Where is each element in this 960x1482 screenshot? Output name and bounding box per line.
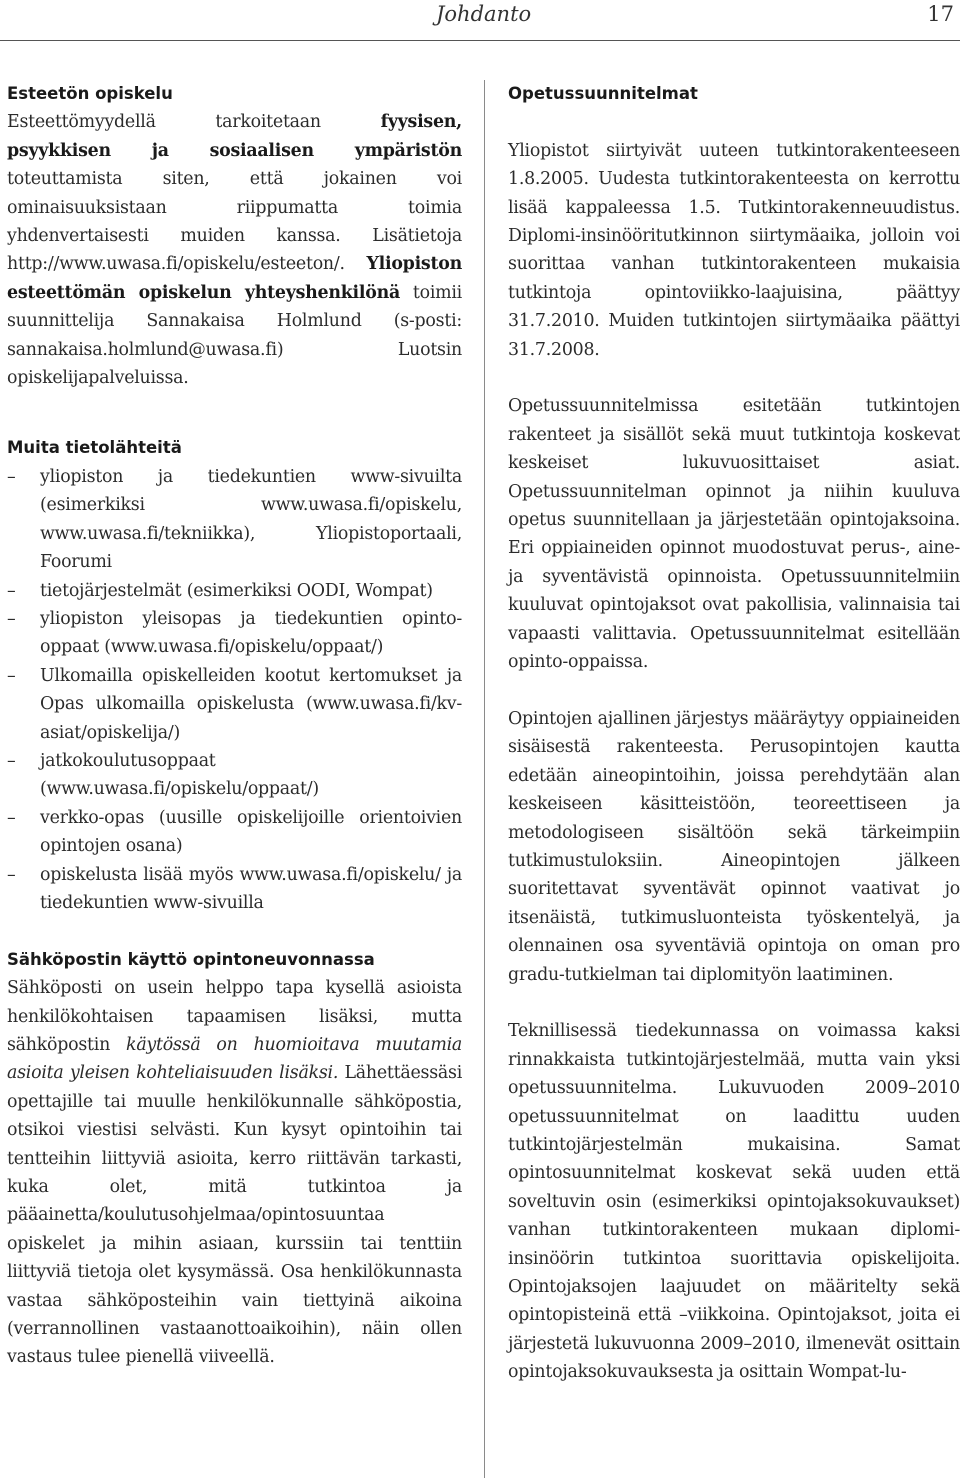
running-title: Johdanto [436, 2, 532, 26]
paragraph: Opintojen ajallinen järjestys määräytyy oppiaineiden sisäisestä rakenteesta. Perusopintojen kautta edetään aineopintoihin, joissa perehdytään alan keskeiseen käsitteistöön, teoreettiseen ja metodologiseen sisältöön sekä tärkeimpiin tutkimustuloksiin. Aineopintojen jälkeen suoritettavat syventävät opinnot vaativat jo itsenäistä, tutkimusluonteista työskentelyä, ja olennainen osa syventäviä opintoja on oman pro gradu-tutkielman tai diplomityön laatiminen. [508, 708, 960, 985]
section-other-sources [7, 434, 462, 917]
section-email-use [7, 946, 462, 1372]
list-item: – jatkokoulutusoppaat (www.uwasa.fi/opiskelu/oppaat/) [7, 747, 462, 804]
paragraph: Opetussuunnitelmissa esitetään tutkintojen rakenteet ja sisällöt sekä muut tutkintoja koskevat keskeiset lukuvuosittaiset asiat. Opetussuunnitelman opinnot ja niihin kuuluva opetus suunnitellaan ja järjestetään opintojaksoina. Eri oppiaineiden opinnot muodostuvat perus-, aine- ja syventävistä opinnoista. Opetussuunnitelmiin kuuluvat opintojaksot ovat pakollisia, valinnaisia tai vapaasti valittavia. Opetussuunnitelmat esitellään opinto-oppaissa. [508, 396, 960, 673]
list-item: – verkko-opas (uusille opiskelijoille orientoivien opintojen osana) [7, 804, 462, 861]
list-item: – Ulkomailla opiskelleiden kootut kertomukset ja Opas ulkomailla opiskelusta (www.uwasa.fi/kv-asiat/opiskelija/) [7, 662, 462, 747]
section-heading: Esteetön opiskelu [7, 84, 173, 103]
list-item: – yliopiston ja tiedekuntien www-sivuilta (esimerkiksi www.uwasa.fi/opiskelu, www.uwasa.fi/tekniikka), Yliopistoportaali, Foorumi [7, 463, 462, 577]
right-column [508, 80, 960, 1387]
column-divider [484, 80, 485, 1478]
section-heading: Sähköpostin käyttö opintoneuvonnassa [7, 949, 375, 969]
paragraph: Teknillisessä tiedekunnassa on voimassa kaksi rinnakkaista tutkintojärjestelmää, mutta vain yksi opetussuunnitelma. Lukuvuoden 2009–2010 opetussuunnitelmat on laadittu uuden tutkintojärjestelmän mukaisina. Samat opintosuunnitelmat koskevat sekä uuden että soveltuvin osin (esimerkiksi opintojaksokuvaukset) vanhan tutkintorakenteen mukaan diplomi-insinöörin tutkintoa suorittavia opiskelijoita. Opintojaksojen laajuudet on määritelty sekä opintopisteinä että –viikkoina. Opintojaksot, joita ei järjestetä lukuvuonna 2009–2010, ilmenevät osittain opintojaksokuvauksesta ja osittain Wompat-lu- [508, 1021, 960, 1383]
sources-list [7, 463, 462, 918]
page-number: 17 [927, 2, 954, 26]
paragraph: Sähköposti on usein helppo tapa kysellä asioista henkilökohtaisen tapaamisen lisäksi, mutta sähköpostin käytössä on huomioitava muutamia asioita yleisen kohteliaisuuden lisäksi. Lähettäessäsi opettajille tai muulle henkilökunnalle sähköpostia, otsikoi viestisi selvästi. Kun kysyt opintoihin tai tentteihin liittyviä asioita, kerro riittävän tarkasti, kuka olet, mitä tutkintoa ja pääainetta/koulutusohjelmaa/opintosuuntaa opiskelet ja mihin asiaan, kurssiin tai tenttiin liittyviä tietoja olet kysymässä. Osa henkilökunnasta vastaa sähköposteihin vain tiettyinä aikoina (verrannollinen vastaanottoaikoihin), näin ollen vastaus tulee pienellä viiveellä. [7, 978, 463, 1368]
italic-text: käytössä on huomioitava muutamia asioita yleisen kohteliaisuuden lisäksi. [7, 1034, 462, 1084]
list-item: – opiskelusta lisää myös www.uwasa.fi/opiskelu/ ja tiedekuntien www-sivuilla [7, 861, 462, 918]
header-rule [0, 40, 960, 41]
page-header [0, 0, 960, 44]
section-accessible-studies [7, 80, 462, 392]
left-column [7, 80, 462, 1372]
section-heading: Opetussuunnitelmat [508, 84, 698, 103]
list-item: – yliopiston yleisopas ja tiedekuntien opinto-oppaat (www.uwasa.fi/opiskelu/oppaat/) [7, 605, 462, 662]
list-item: – tietojärjestelmät (esimerkiksi OODI, Wompat) [7, 577, 462, 605]
bold-text: fyysisen, psyykkisen ja sosiaalisen ympäristön [7, 112, 462, 161]
paragraph: Esteettömyydellä tarkoitetaan fyysisen, psyykkisen ja sosiaalisen ympäristön toteuttamista siten, että jokainen voi ominaisuuksistaan riippumatta toimia yhdenvertaisesti muiden kanssa. Lisätietoja http://www.uwasa.fi/opiskelu/esteeton/. Yliopiston esteettömän opiskelun yhteyshenkilönä toimii suunnittelija Sannakaisa Holmlund (s-posti: sannakaisa.holmlund@uwasa.fi) Luotsin opiskelijapalveluissa. [7, 112, 462, 389]
paragraph: Yliopistot siirtyivät uuteen tutkintorakenteeseen 1.8.2005. Uudesta tutkintorakenteesta on kerrottu lisää kappaleessa 1.5. Tutkintorakenneuudistus. Diplomi-insinööritutkinnon siirtymäaika, jolloin voi suorittaa vanhan tutkintorakenteen mukaisia tutkintoja opintoviikko-laajuisina, päättyy 31.7.2010. Muiden tutkintojen siirtymäaika päättyi 31.7.2008. [508, 140, 960, 360]
section-heading: Muita tietolähteitä [7, 438, 182, 458]
bold-text: Yliopiston esteettömän opiskelun yhteyshenkilönä [7, 254, 462, 303]
